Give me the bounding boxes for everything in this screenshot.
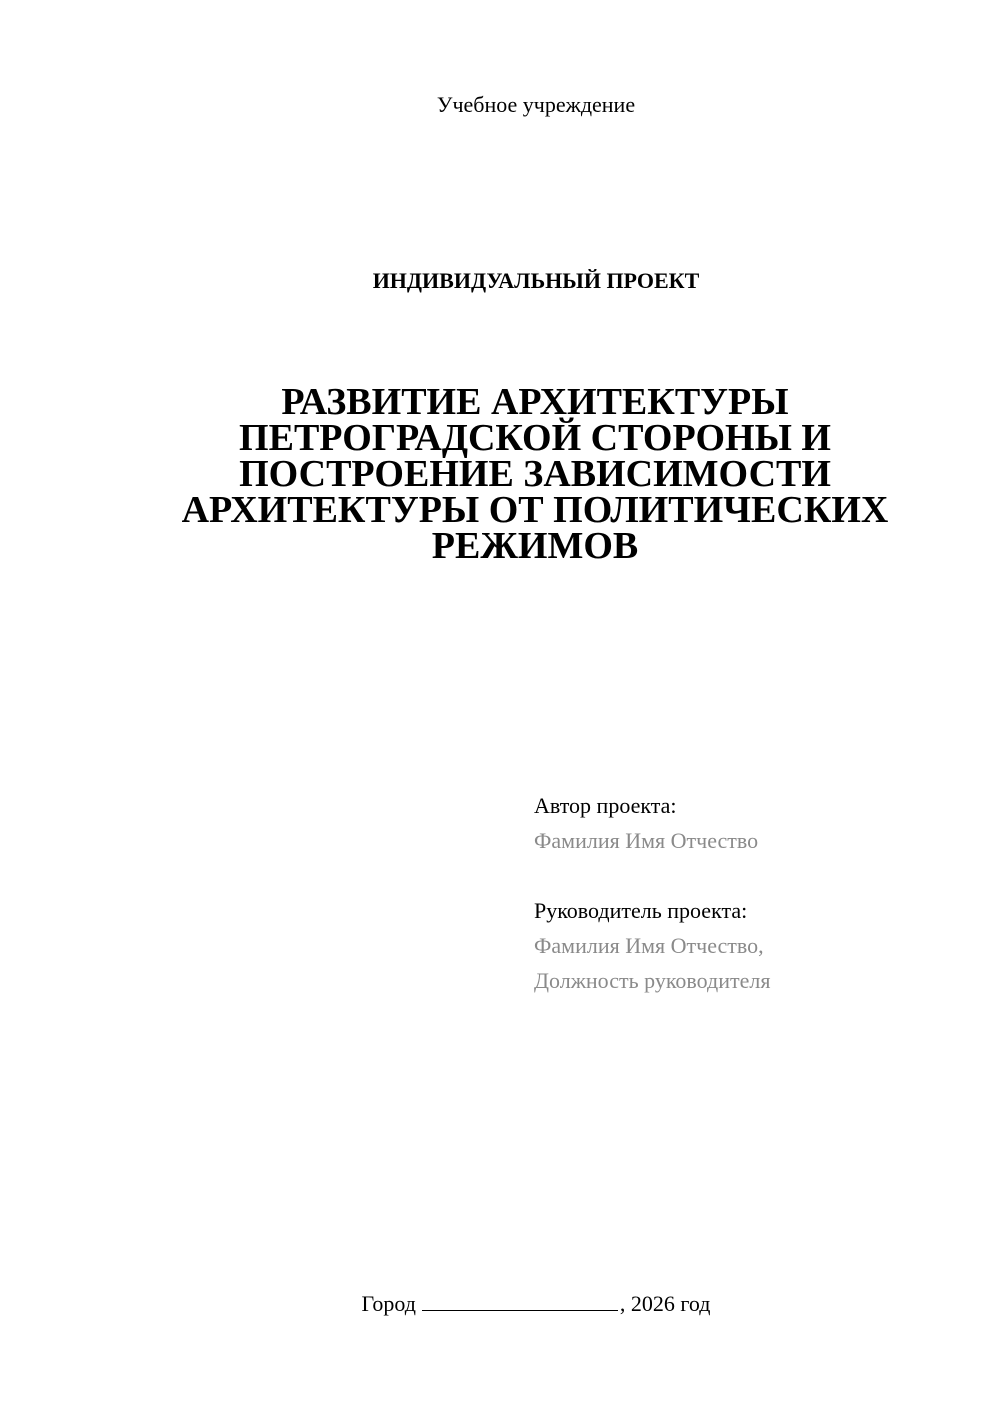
project-title-line: ПОСТРОЕНИЕ ЗАВИСИМОСТИ — [239, 453, 831, 495]
city-blank-line — [422, 1290, 618, 1311]
project-title-line: РАЗВИТИЕ АРХИТЕКТУРЫ — [281, 381, 789, 423]
year-text: , 2026 год — [619, 1291, 711, 1316]
roles-block — [534, 788, 974, 998]
institution-name: Учебное учреждение — [436, 92, 636, 117]
project-title-line: ПЕТРОГРАДСКОЙ СТОРОНЫ И — [239, 417, 831, 459]
project-title-line: АРХИТЕКТУРЫ ОТ ПОЛИТИЧЕСКИХ — [181, 489, 889, 531]
supervisor-label: Руководитель проекта: — [534, 898, 748, 923]
spacer — [534, 858, 974, 893]
supervisor-name: Фамилия Имя Отчество, — [534, 933, 764, 958]
project-title — [140, 381, 930, 567]
project-title-line: РЕЖИМОВ — [431, 525, 639, 567]
author-name: Фамилия Имя Отчество — [534, 828, 759, 853]
supervisor-position: Должность руководителя — [534, 968, 771, 993]
city-label: Город — [361, 1291, 416, 1316]
footer-city-year — [0, 1290, 1000, 1318]
author-label: Автор проекта: — [534, 793, 677, 818]
document-type: ИНДИВИДУАЛЬНЫЙ ПРОЕКТ — [372, 268, 700, 293]
